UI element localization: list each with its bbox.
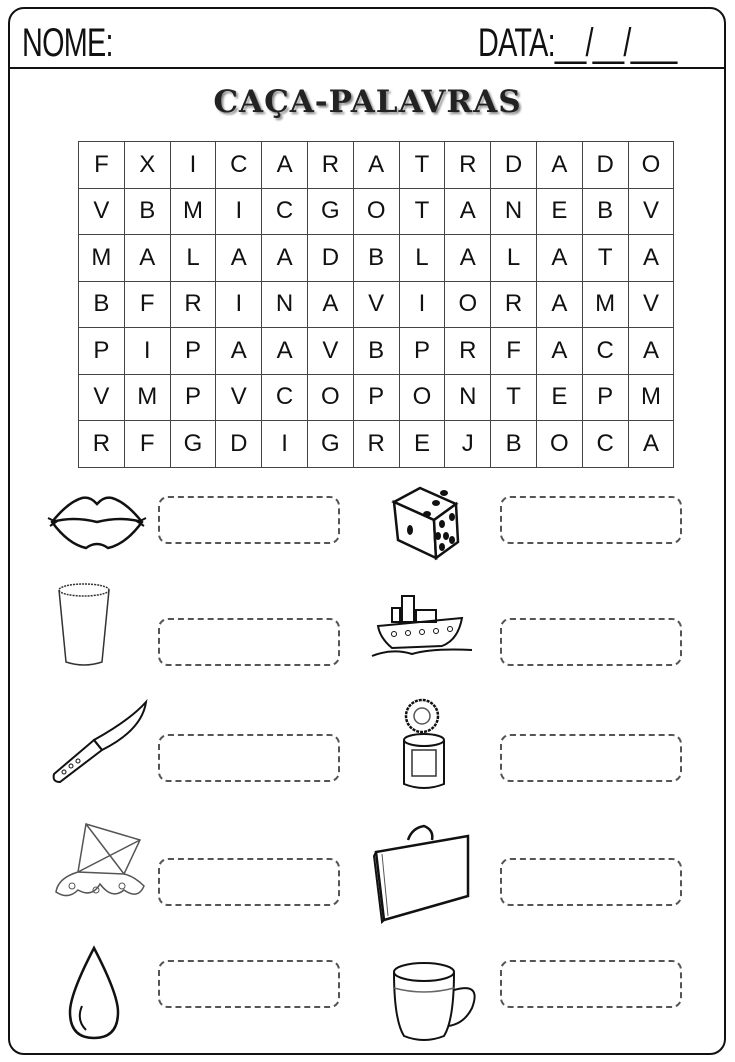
grid-cell[interactable]: D (216, 421, 262, 468)
grid-cell[interactable]: X (124, 142, 170, 189)
grid-cell[interactable]: T (491, 374, 537, 421)
grid-cell[interactable]: L (491, 235, 537, 282)
grid-cell[interactable]: T (582, 235, 628, 282)
grid-cell[interactable]: E (399, 421, 445, 468)
grid-cell[interactable]: C (262, 374, 308, 421)
grid-cell[interactable]: N (262, 281, 308, 328)
grid-cell[interactable]: O (399, 374, 445, 421)
answer-box-knife[interactable] (158, 734, 340, 782)
answer-box-suitcase[interactable] (500, 858, 682, 906)
grid-cell[interactable]: I (216, 188, 262, 235)
grid-cell[interactable]: C (582, 421, 628, 468)
grid-cell[interactable]: A (536, 328, 582, 375)
grid-cell[interactable]: V (353, 281, 399, 328)
grid-cell[interactable]: R (170, 281, 216, 328)
grid-cell[interactable]: B (124, 188, 170, 235)
grid-cell[interactable]: O (353, 188, 399, 235)
suitcase-icon (372, 826, 472, 922)
answer-box-can[interactable] (500, 734, 682, 782)
answer-box-drop[interactable] (158, 960, 340, 1008)
grid-cell[interactable]: R (79, 421, 125, 468)
drop-icon (64, 944, 124, 1042)
grid-cell[interactable]: M (124, 374, 170, 421)
grid-cell[interactable]: I (216, 281, 262, 328)
grid-cell[interactable]: G (170, 421, 216, 468)
grid-cell[interactable]: N (445, 374, 491, 421)
grid-cell[interactable]: O (536, 421, 582, 468)
grid-cell[interactable]: R (307, 142, 353, 189)
grid-cell[interactable]: G (307, 421, 353, 468)
grid-cell[interactable]: O (307, 374, 353, 421)
grid-cell[interactable]: V (628, 188, 674, 235)
name-label: NOME: (22, 21, 113, 65)
lips-icon (48, 494, 146, 550)
grid-cell[interactable]: R (445, 142, 491, 189)
grid-cell[interactable]: B (353, 235, 399, 282)
answer-box-mug[interactable] (500, 960, 682, 1008)
grid-cell[interactable]: E (536, 188, 582, 235)
answer-box-kite[interactable] (158, 858, 340, 906)
grid-cell[interactable]: A (628, 421, 674, 468)
can-icon (400, 698, 454, 792)
grid-cell[interactable]: A (445, 188, 491, 235)
grid-cell[interactable]: F (124, 281, 170, 328)
grid-row (79, 281, 674, 328)
answer-box-cup[interactable] (158, 618, 340, 666)
grid-row (79, 188, 674, 235)
knife-icon (50, 700, 150, 784)
grid-cell[interactable]: V (307, 328, 353, 375)
grid-cell[interactable]: P (353, 374, 399, 421)
grid-cell[interactable]: M (582, 281, 628, 328)
cup-icon (56, 580, 112, 668)
grid-row (79, 374, 674, 421)
grid-cell[interactable]: F (124, 421, 170, 468)
grid-cell[interactable]: A (536, 281, 582, 328)
date-label: DATA:__/__/___ (478, 21, 677, 65)
grid-cell[interactable]: A (628, 328, 674, 375)
grid-cell[interactable]: T (399, 188, 445, 235)
grid-cell[interactable]: L (170, 235, 216, 282)
grid-cell[interactable]: I (170, 142, 216, 189)
grid-cell[interactable]: D (307, 235, 353, 282)
grid-cell[interactable]: R (491, 281, 537, 328)
grid-cell[interactable]: A (536, 142, 582, 189)
grid-row (79, 421, 674, 468)
grid-cell[interactable]: B (582, 188, 628, 235)
grid-cell[interactable]: V (79, 188, 125, 235)
grid-row (79, 235, 674, 282)
grid-cell[interactable]: C (262, 188, 308, 235)
grid-cell[interactable]: A (216, 235, 262, 282)
grid-cell[interactable]: A (353, 142, 399, 189)
grid-cell[interactable]: A (536, 235, 582, 282)
kite-icon (48, 820, 148, 904)
grid-cell[interactable]: A (628, 235, 674, 282)
grid-cell[interactable]: A (307, 281, 353, 328)
grid-cell[interactable]: I (124, 328, 170, 375)
mug-icon (392, 960, 488, 1044)
ship-icon (372, 592, 472, 662)
grid-cell[interactable]: L (399, 235, 445, 282)
grid-cell[interactable]: B (491, 421, 537, 468)
grid-cell[interactable]: A (445, 235, 491, 282)
grid-cell[interactable]: F (491, 328, 537, 375)
grid-cell[interactable]: P (582, 374, 628, 421)
grid-cell[interactable]: D (582, 142, 628, 189)
grid-cell[interactable]: J (445, 421, 491, 468)
header (8, 7, 726, 69)
grid-cell[interactable]: M (170, 188, 216, 235)
grid-cell[interactable]: P (79, 328, 125, 375)
page-title: CAÇA-PALAVRAS (213, 84, 522, 120)
grid-cell[interactable]: M (628, 374, 674, 421)
grid-cell[interactable]: B (353, 328, 399, 375)
grid-cell[interactable]: M (79, 235, 125, 282)
grid-cell[interactable]: T (399, 142, 445, 189)
grid-cell[interactable]: A (124, 235, 170, 282)
grid-cell[interactable]: O (445, 281, 491, 328)
grid-cell[interactable]: P (170, 328, 216, 375)
answer-box-lips[interactable] (158, 496, 340, 544)
grid-cell[interactable]: V (628, 281, 674, 328)
dice-icon (390, 484, 466, 560)
grid-cell[interactable]: P (170, 374, 216, 421)
grid-row (79, 328, 674, 375)
grid-cell[interactable]: I (262, 421, 308, 468)
grid-cell[interactable]: O (628, 142, 674, 189)
grid-cell[interactable]: P (399, 328, 445, 375)
grid-cell[interactable]: E (536, 374, 582, 421)
word-search-grid (78, 141, 674, 468)
grid-cell[interactable]: A (262, 235, 308, 282)
grid-cell[interactable]: R (445, 328, 491, 375)
grid-cell[interactable]: G (307, 188, 353, 235)
answer-box-dice[interactable] (500, 496, 682, 544)
grid-cell[interactable]: N (491, 188, 537, 235)
grid-cell[interactable]: B (79, 281, 125, 328)
answer-box-ship[interactable] (500, 618, 682, 666)
grid-cell[interactable]: A (216, 328, 262, 375)
grid-row (79, 142, 674, 189)
grid-cell[interactable]: R (353, 421, 399, 468)
grid-cell[interactable]: C (216, 142, 262, 189)
grid-cell[interactable]: D (491, 142, 537, 189)
grid-cell[interactable]: C (582, 328, 628, 375)
grid-cell[interactable]: F (79, 142, 125, 189)
grid-cell[interactable]: V (79, 374, 125, 421)
grid-cell[interactable]: V (216, 374, 262, 421)
grid-cell[interactable]: A (262, 328, 308, 375)
grid-cell[interactable]: A (262, 142, 308, 189)
grid-cell[interactable]: I (399, 281, 445, 328)
